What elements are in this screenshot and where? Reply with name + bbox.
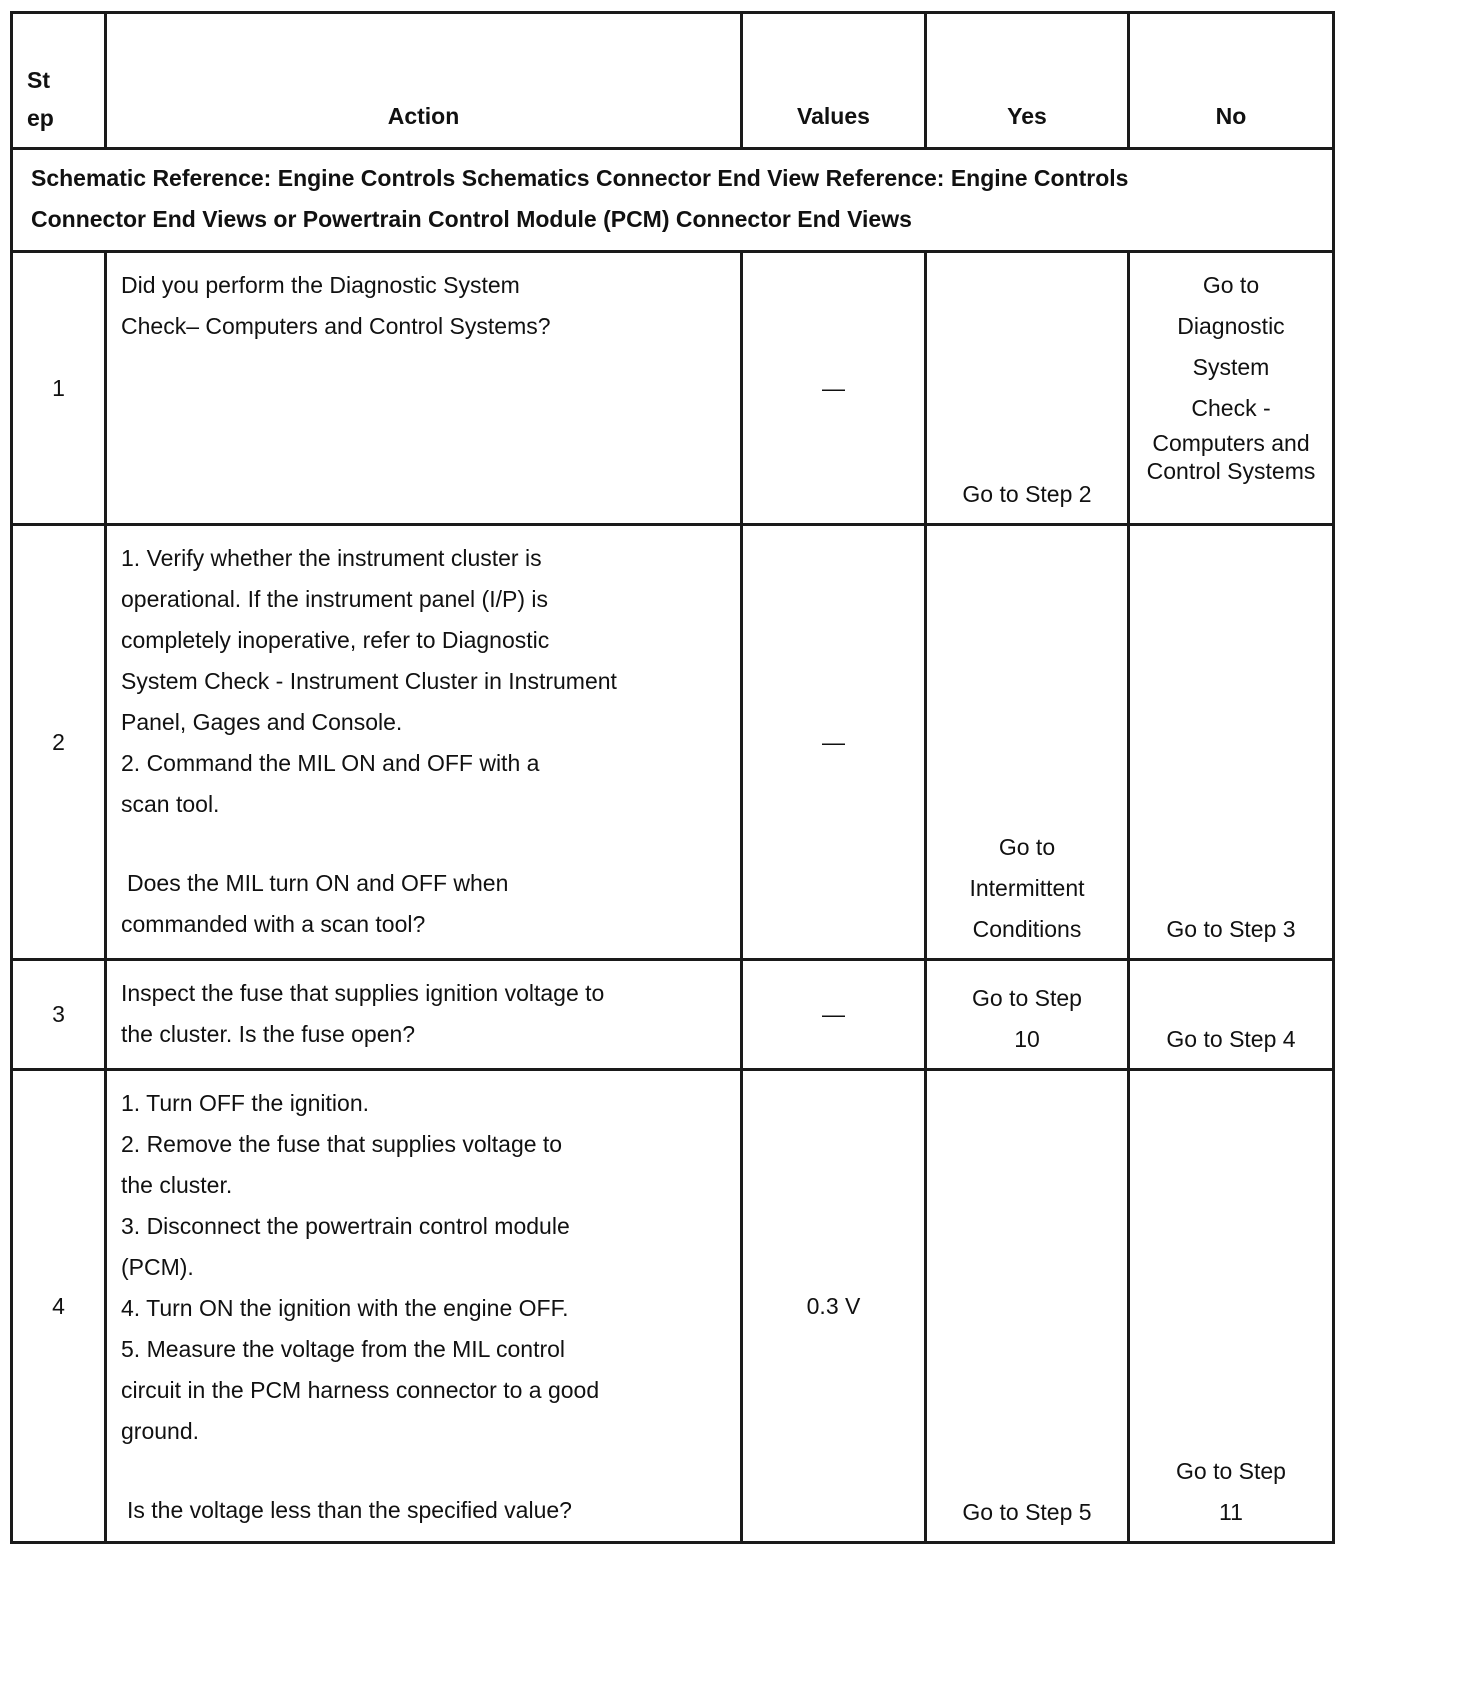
reference-line2: Connector End Views or Powertrain Control Module (PCM) Connector End Views (31, 206, 912, 232)
header-yes: Yes (926, 13, 1129, 149)
value-cell: 0.3 V (742, 1070, 926, 1543)
step-number: 4 (12, 1070, 106, 1543)
header-step-line1: St (27, 67, 50, 93)
action-line: the cluster. (121, 1172, 233, 1198)
spacer (121, 1452, 726, 1490)
no-cell: Go to Step 4 (1129, 960, 1334, 1070)
schematic-reference (12, 149, 1334, 252)
action-line: ground. (121, 1418, 200, 1444)
action-line: completely inoperative, refer to Diagnostic (121, 627, 550, 653)
question-line: Does the MIL turn ON and OFF when (127, 870, 509, 896)
yes-cell: Go to Step 2 (926, 252, 1129, 525)
action-line: System Check - Instrument Cluster in Instrument (121, 668, 617, 694)
header-step (12, 13, 106, 149)
action-cell (106, 525, 742, 960)
question-line: commanded with a scan tool? (121, 911, 426, 937)
header-step-line2: ep (27, 105, 54, 131)
question-line: Is the voltage less than the specified value? (127, 1497, 572, 1523)
no-line: Go to (1202, 272, 1260, 298)
no-line: System (1192, 354, 1270, 380)
table-row-step-4 (12, 1070, 1334, 1543)
yes-cell (926, 525, 1129, 960)
diagnostic-table (10, 11, 1335, 1544)
yes-line: Go to (998, 834, 1056, 860)
action-line: 5. Measure the voltage from the MIL control (121, 1336, 566, 1362)
value-cell: — (742, 960, 926, 1070)
header-action: Action (106, 13, 742, 149)
table-row-step-1 (12, 252, 1334, 525)
yes-line: Go to Step (972, 985, 1082, 1011)
action-line: 3. Disconnect the powertrain control module (121, 1213, 570, 1239)
value-cell: — (742, 252, 926, 525)
yes-line: Intermittent (969, 875, 1085, 901)
no-line: Diagnostic (1177, 313, 1285, 339)
action-line: 1. Turn OFF the ignition. (121, 1090, 370, 1116)
action-line: scan tool. (121, 791, 220, 817)
action-line: 2. Command the MIL ON and OFF with a (121, 750, 540, 776)
no-line: Go to Step (1176, 1458, 1286, 1484)
spacer (121, 825, 726, 863)
action-line: Check– Computers and Control Systems? (121, 313, 551, 339)
yes-line: 10 (1014, 1026, 1040, 1052)
action-line: Did you perform the Diagnostic System (121, 272, 520, 298)
step-number: 1 (12, 252, 106, 525)
no-cell (1129, 252, 1334, 525)
header-values: Values (742, 13, 926, 149)
action-line: Inspect the fuse that supplies ignition voltage to (121, 980, 605, 1006)
action-line: (PCM). (121, 1254, 194, 1280)
yes-cell (926, 960, 1129, 1070)
no-line: Check - (1191, 395, 1271, 421)
no-line: 11 (1219, 1499, 1243, 1525)
step-number: 2 (12, 525, 106, 960)
header-row (12, 13, 1334, 149)
action-line: Panel, Gages and Console. (121, 709, 403, 735)
no-cell (1129, 1070, 1334, 1543)
action-line: circuit in the PCM harness connector to a good (121, 1377, 600, 1403)
action-line: 4. Turn ON the ignition with the engine OFF. (121, 1295, 569, 1321)
no-line: Control Systems (1146, 458, 1316, 484)
action-line: operational. If the instrument panel (I/P) is (121, 586, 548, 612)
step-number: 3 (12, 960, 106, 1070)
reference-line1: Schematic Reference: Engine Controls Schematics Connector End View Reference: Engine Controls (31, 165, 1129, 191)
no-line: Computers and (1152, 430, 1310, 456)
yes-line: Conditions (972, 916, 1082, 942)
header-no: No (1129, 13, 1334, 149)
no-cell: Go to Step 3 (1129, 525, 1334, 960)
action-cell (106, 960, 742, 1070)
action-line: 2. Remove the fuse that supplies voltage to (121, 1131, 563, 1157)
action-line: 1. Verify whether the instrument cluster is (121, 545, 542, 571)
table-row-step-2 (12, 525, 1334, 960)
table-row-step-3 (12, 960, 1334, 1070)
action-cell (106, 252, 742, 525)
reference-row (12, 149, 1334, 252)
action-cell (106, 1070, 742, 1543)
yes-cell: Go to Step 5 (926, 1070, 1129, 1543)
value-cell: — (742, 525, 926, 960)
action-line: the cluster. Is the fuse open? (121, 1021, 416, 1047)
